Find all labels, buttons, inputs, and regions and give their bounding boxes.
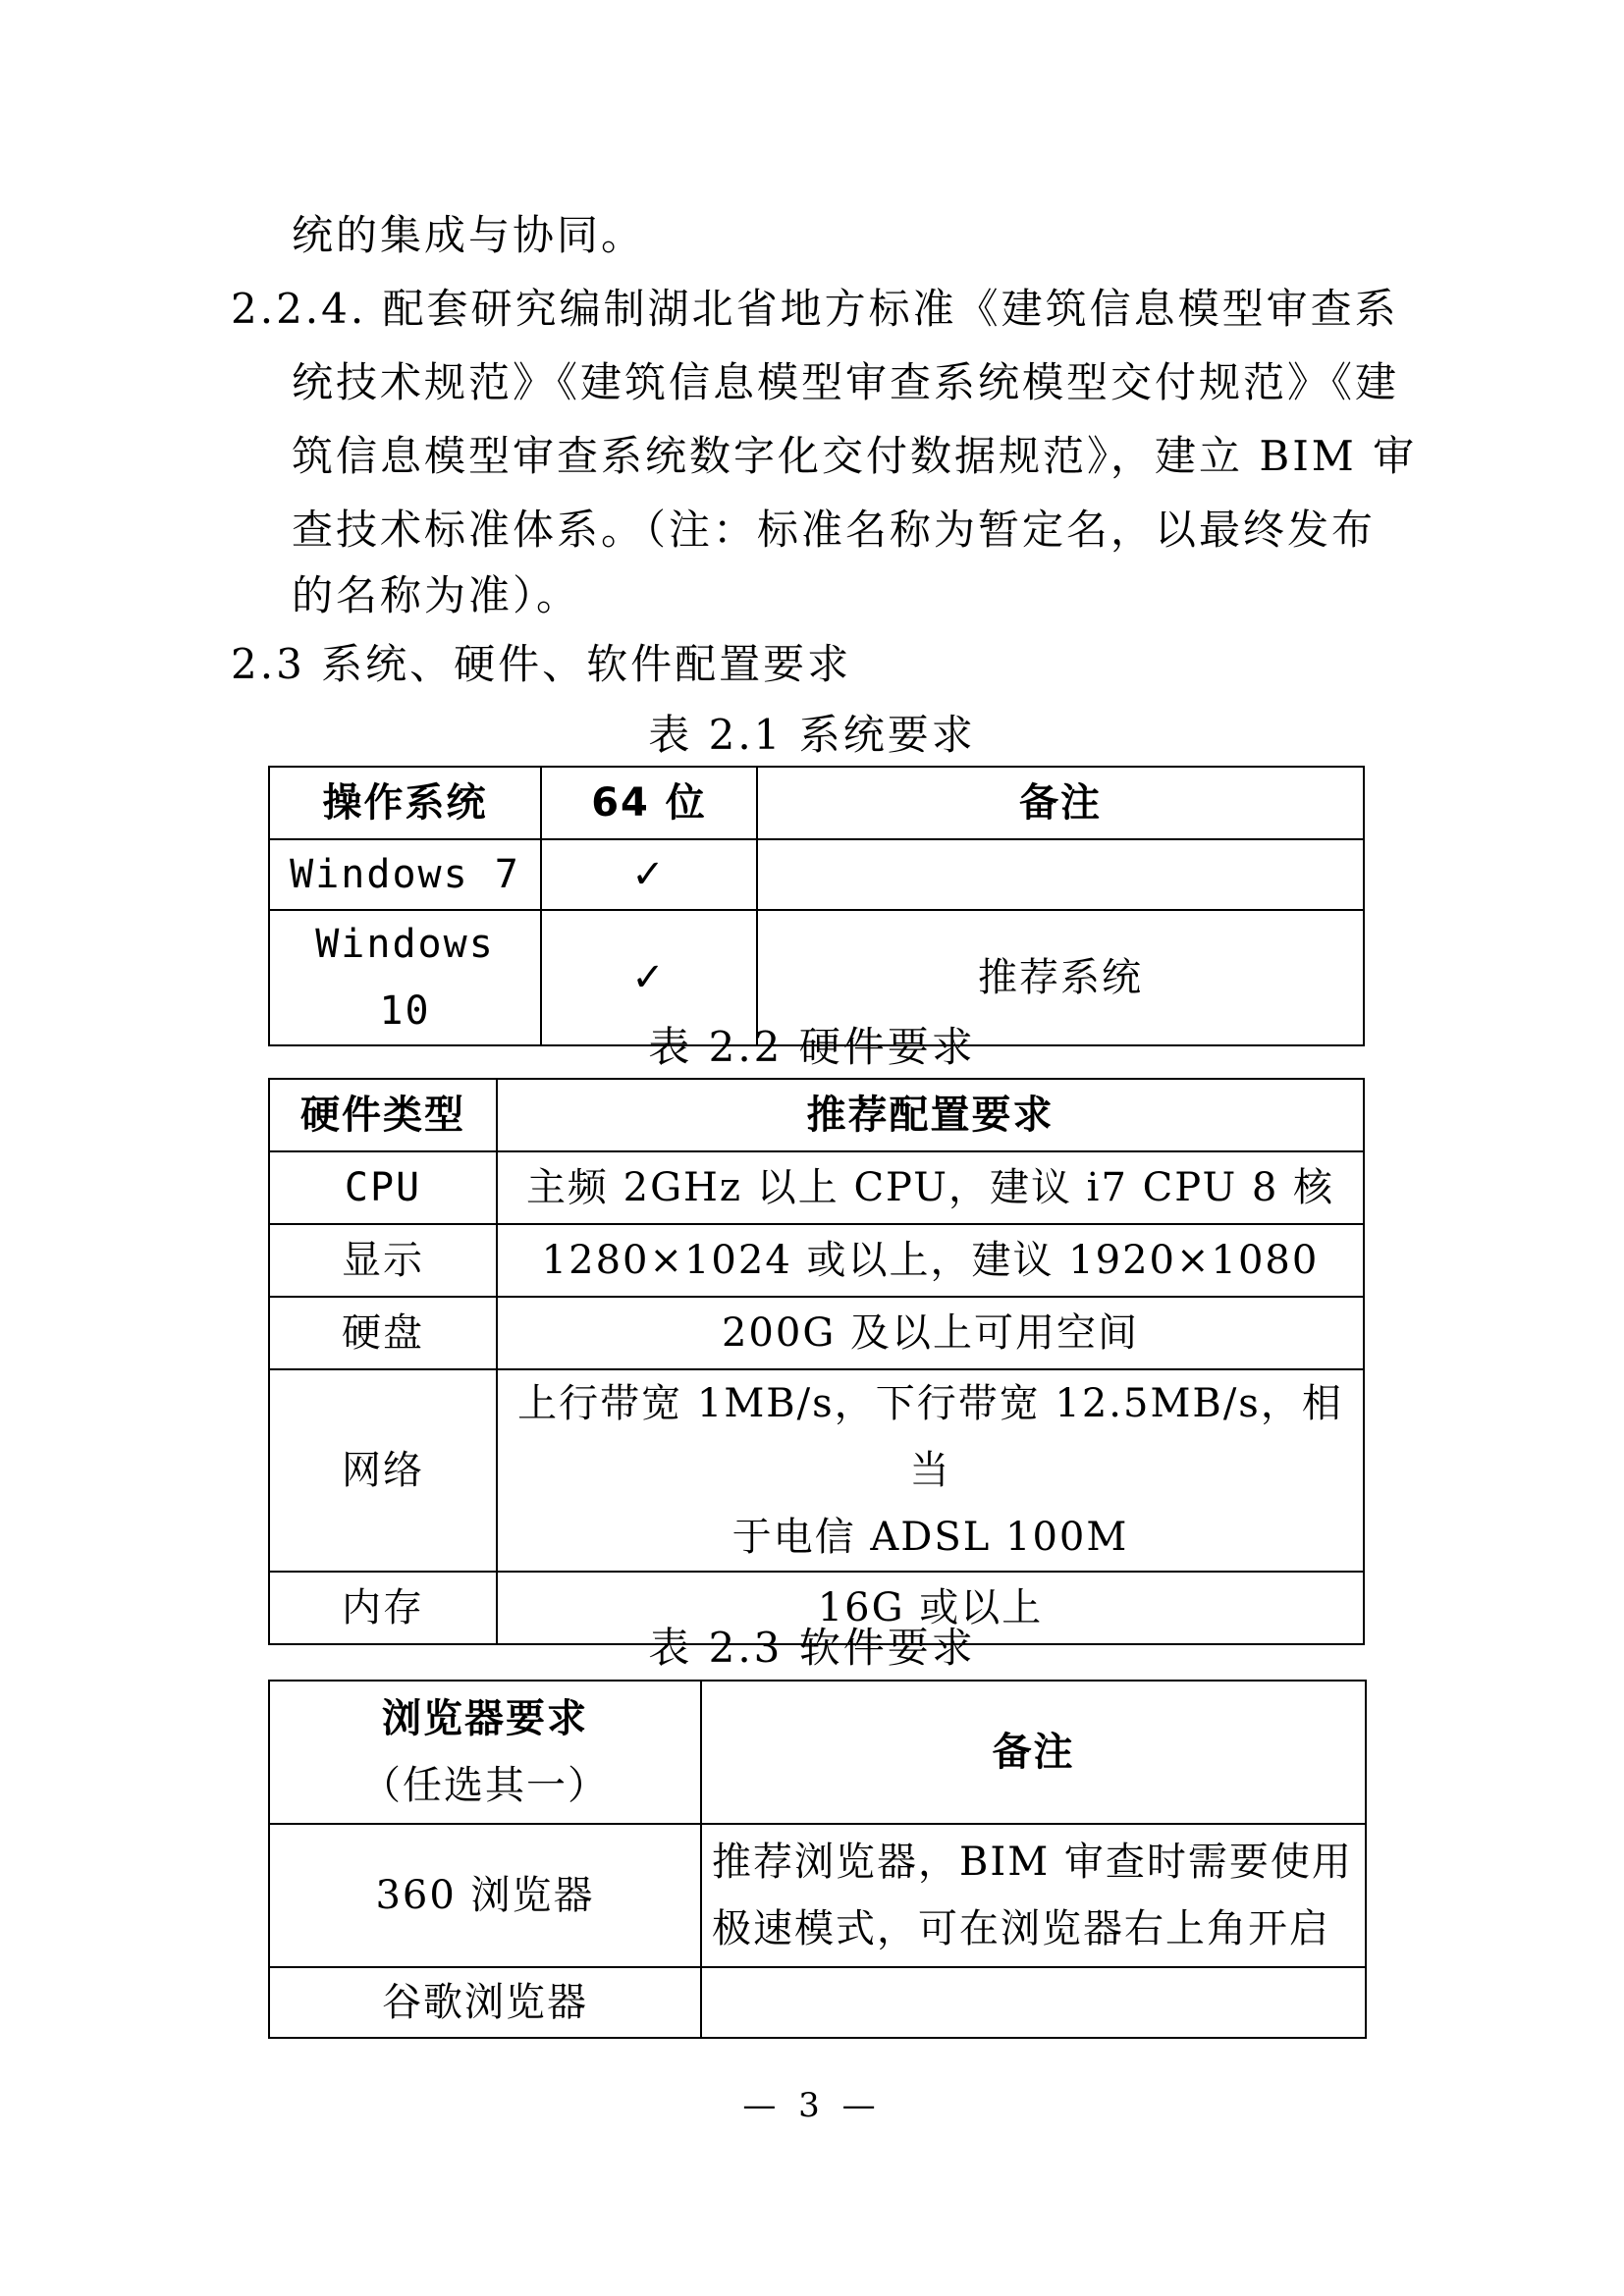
hardware-type: CPU xyxy=(269,1151,497,1224)
check-icon: ✓ xyxy=(541,839,757,910)
body-line-4: 筑信息模型审查系统数字化交付数据规范》，建立 BIM 审 xyxy=(292,432,1418,480)
header-note: 备注 xyxy=(701,1681,1366,1824)
os-note xyxy=(757,839,1364,910)
hardware-type: 硬盘 xyxy=(269,1297,497,1369)
table1-caption: 表 2.1 系统要求 xyxy=(648,711,976,759)
table3-caption: 表 2.3 软件要求 xyxy=(648,1624,976,1672)
hardware-requirement xyxy=(497,1369,1364,1572)
os-name: Windows 7 xyxy=(269,839,541,910)
body-line-6: 的名称为准）。 xyxy=(292,571,581,619)
table-row xyxy=(269,1369,1364,1572)
system-requirements-table xyxy=(268,766,1365,1046)
table-row xyxy=(269,1297,1364,1369)
body-line-1: 统的集成与协同。 xyxy=(292,211,646,259)
browser-note-line-1: 推荐浏览器，BIM 审查时需要使用 xyxy=(712,1840,1353,1885)
header-os: 操作系统 xyxy=(269,767,541,839)
hardware-requirement: 200G 及以上可用空间 xyxy=(497,1297,1364,1369)
browser-name: 谷歌浏览器 xyxy=(269,1967,701,2038)
hardware-requirement: 16G 或以上 xyxy=(497,1572,1364,1644)
browser-note-line-2: 极速模式，可在浏览器右上角开启 xyxy=(712,1906,1330,1951)
header-note: 备注 xyxy=(757,767,1364,839)
os-note: 推荐系统 xyxy=(757,910,1364,1045)
header-browser-line-1: 浏览器要求 xyxy=(382,1696,588,1741)
network-req-line-1: 上行带宽 1MB/s，下行带宽 12.5MB/s，相当 xyxy=(517,1381,1343,1493)
network-req-line-2: 于电信 ADSL 100M xyxy=(731,1515,1129,1560)
os-name: Windows 10 xyxy=(269,910,541,1045)
header-64bit: 64 位 xyxy=(541,767,757,839)
table-row xyxy=(269,1224,1364,1297)
software-requirements-table xyxy=(268,1680,1367,2039)
hardware-requirement: 1280×1024 或以上，建议 1920×1080 xyxy=(497,1224,1364,1297)
table-row xyxy=(269,1967,1366,2038)
header-browser xyxy=(269,1681,701,1824)
browser-note xyxy=(701,1824,1366,1967)
hardware-type: 内存 xyxy=(269,1572,497,1644)
body-line-3: 统技术规范》《建筑信息模型审查系统模型交付规范》《建 xyxy=(292,358,1400,406)
header-recommended-config: 推荐配置要求 xyxy=(497,1079,1364,1151)
hardware-type: 显示 xyxy=(269,1224,497,1297)
table2-caption: 表 2.2 硬件要求 xyxy=(648,1023,976,1071)
body-line-5: 查技术标准体系。（注：标准名称为暂定名，以最终发布 xyxy=(292,506,1377,554)
body-line-2: 2.2.4. 配套研究编制湖北省地方标准《建筑信息模型审查系 xyxy=(231,285,1399,333)
check-icon: ✓ xyxy=(541,910,757,1045)
table-row xyxy=(269,1151,1364,1224)
hardware-requirements-table xyxy=(268,1078,1365,1645)
table-row xyxy=(269,839,1364,910)
browser-note xyxy=(701,1967,1366,2038)
hardware-type: 网络 xyxy=(269,1369,497,1572)
header-hardware-type: 硬件类型 xyxy=(269,1079,497,1151)
hardware-requirement: 主频 2GHz 以上 CPU，建议 i7 CPU 8 核 xyxy=(497,1151,1364,1224)
table-row xyxy=(269,1824,1366,1967)
page-number: — 3 — xyxy=(742,2086,882,2125)
section-heading: 2.3 系统、硬件、软件配置要求 xyxy=(231,640,852,688)
header-browser-line-2: （任选其一） xyxy=(361,1763,609,1808)
browser-name: 360 浏览器 xyxy=(269,1824,701,1967)
